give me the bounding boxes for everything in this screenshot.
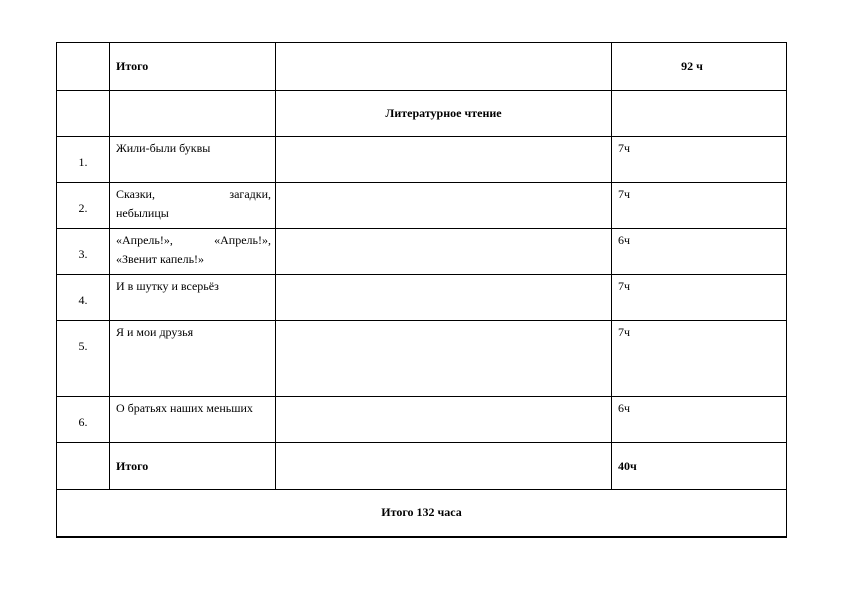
word-2: «Апрель!»,: [214, 233, 271, 247]
empty-cell: [276, 43, 612, 91]
table-row: [57, 275, 787, 321]
word-2: загадки,: [229, 187, 271, 201]
row-name: [110, 137, 276, 183]
empty-cell: [110, 91, 276, 137]
empty-cell: [276, 321, 612, 397]
row-name: [110, 183, 276, 229]
subtotal-row-top: [57, 43, 787, 91]
empty-cell: [276, 275, 612, 321]
row-number: 3.: [57, 229, 110, 275]
num-cell-empty: [57, 43, 110, 91]
row-hours: 6ч: [612, 397, 787, 443]
grand-total-row: [57, 490, 787, 537]
row-hours: 7ч: [612, 137, 787, 183]
section-header-row: [57, 91, 787, 137]
row-name: [110, 397, 276, 443]
row-name: [110, 275, 276, 321]
subtotal-hours-top: 92 ч: [612, 43, 787, 91]
subtotal-row-bottom: [57, 443, 787, 490]
row-name-line1: И в шутку и всерьёз: [116, 279, 219, 293]
subtotal-label-bottom: Итого: [110, 443, 276, 490]
curriculum-table: [56, 42, 787, 538]
empty-cell: [276, 229, 612, 275]
table-row: [57, 397, 787, 443]
row-name-line1: [116, 185, 271, 204]
word-1: Сказки,: [116, 187, 155, 201]
row-name-line1: Я и мои друзья: [116, 325, 194, 339]
empty-cell: [276, 183, 612, 229]
row-name-line2: небылицы: [116, 206, 169, 220]
subtotal-hours-bottom: 40ч: [612, 443, 787, 490]
table-row: [57, 321, 787, 397]
row-hours: 6ч: [612, 229, 787, 275]
row-number: 1.: [57, 137, 110, 183]
row-name-line1: Жили-были буквы: [116, 141, 211, 155]
row-name-line1: О братьях наших меньших: [116, 401, 253, 415]
section-title: Литературное чтение: [276, 91, 612, 137]
word-1: «Апрель!»,: [116, 233, 173, 247]
row-number: 2.: [57, 183, 110, 229]
grand-total: Итого 132 часа: [57, 490, 787, 537]
row-hours: 7ч: [612, 183, 787, 229]
row-name: [110, 229, 276, 275]
table-row: [57, 137, 787, 183]
row-name: [110, 321, 276, 397]
row-number: 6.: [57, 397, 110, 443]
row-number: 4.: [57, 275, 110, 321]
empty-cell: [276, 137, 612, 183]
table-row: [57, 229, 787, 275]
table-row: [57, 183, 787, 229]
empty-cell: [276, 397, 612, 443]
empty-cell: [612, 91, 787, 137]
row-hours: 7ч: [612, 321, 787, 397]
subtotal-label-top: Итого: [110, 43, 276, 91]
num-cell-empty: [57, 443, 110, 490]
row-hours: 7ч: [612, 275, 787, 321]
row-name-line2: «Звенит капель!»: [116, 252, 205, 266]
row-name-line1: [116, 231, 271, 250]
empty-cell: [276, 443, 612, 490]
num-cell-empty: [57, 91, 110, 137]
row-number: 5.: [57, 321, 110, 397]
